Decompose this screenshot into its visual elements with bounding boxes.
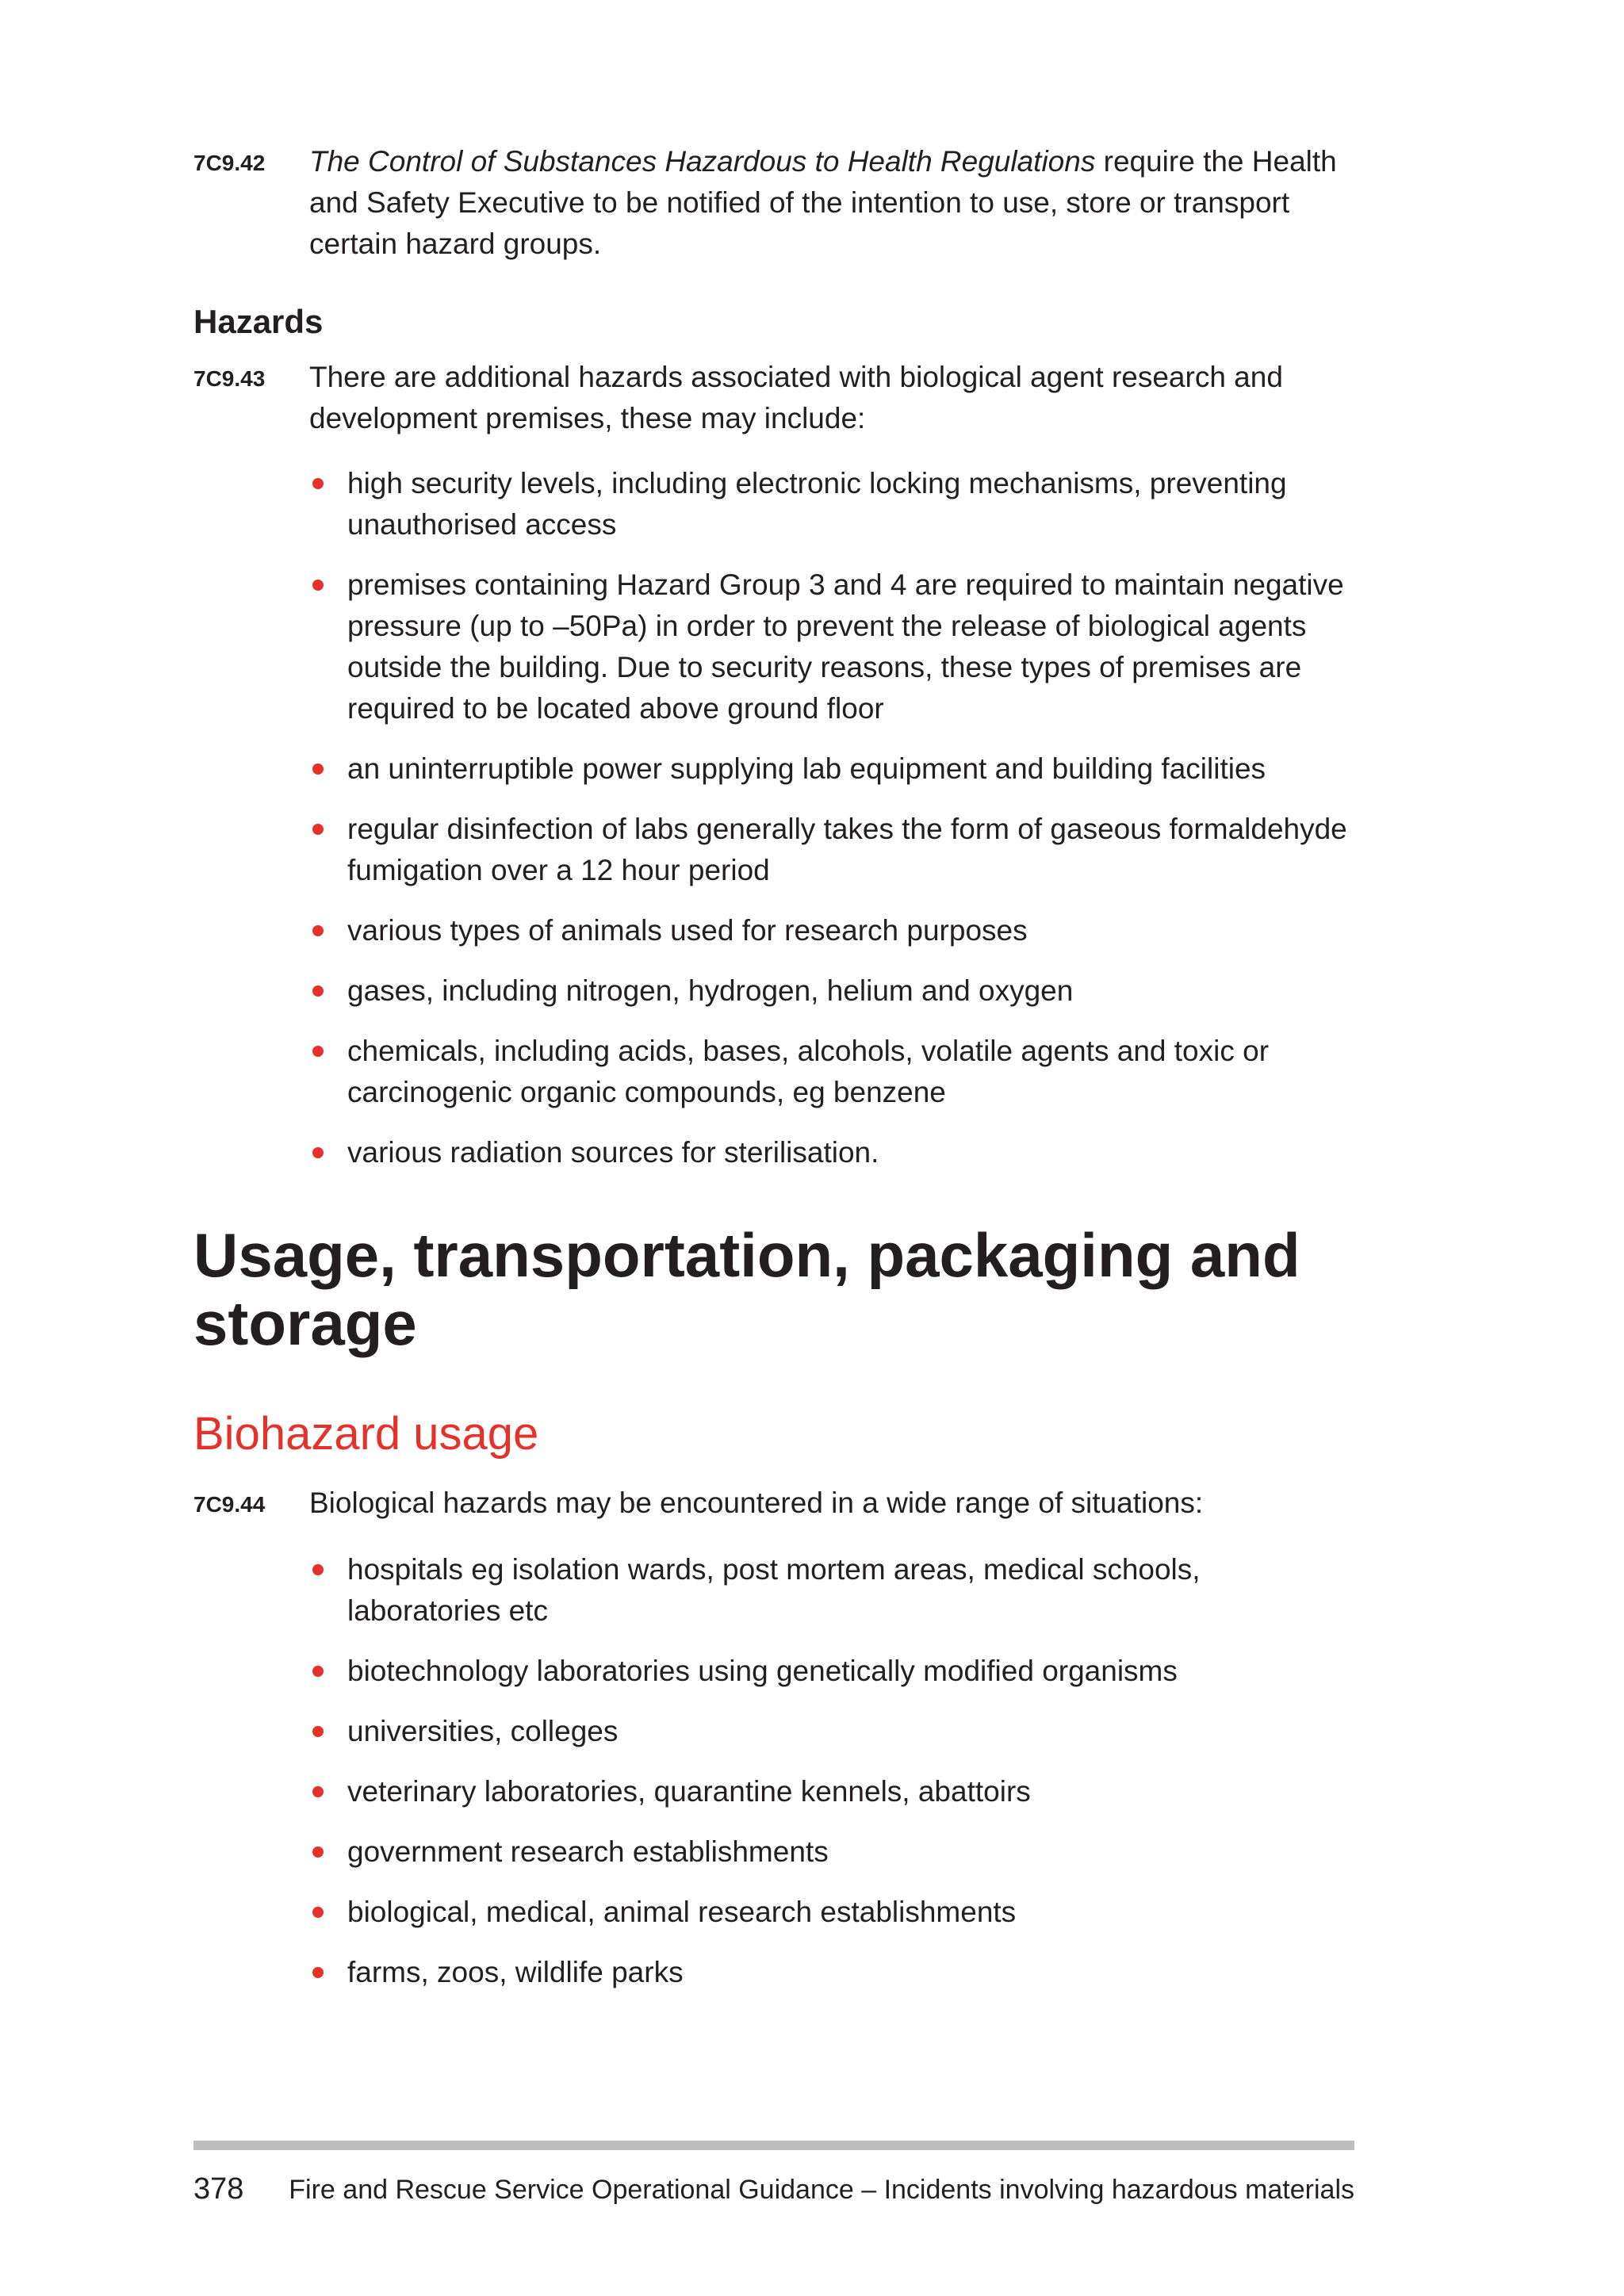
bullet-icon (312, 1726, 324, 1737)
list-item: biotechnology laboratories using genetically modified organisms (309, 1651, 1356, 1692)
document-title: Fire and Rescue Service Operational Guidance – Incidents involving hazardous materials (289, 2175, 1354, 2205)
subsection-heading: Biohazard usage (193, 1408, 539, 1460)
hazards-heading: Hazards (193, 303, 324, 340)
list-item: an uninterruptible power supplying lab equipment and building facilities (309, 748, 1356, 790)
paragraph-number: 7C9.44 (193, 1492, 266, 1517)
list-item: various types of animals used for research purposes (309, 910, 1356, 951)
regulation-title: The Control of Substances Hazardous to Health Regulations (309, 145, 1096, 178)
paragraph-text: There are additional hazards associated with biological agent research and development premises, these may include: (309, 361, 1283, 434)
paragraph-7c9-44 (193, 1483, 1354, 1525)
bullet-icon (312, 1907, 324, 1918)
list-item: gases, including nitrogen, hydrogen, helium and oxygen (309, 970, 1356, 1012)
bullet-icon (312, 985, 324, 997)
list-item: farms, zoos, wildlife parks (309, 1952, 1356, 1993)
footer-divider (193, 2141, 1354, 2150)
list-item: regular disinfection of labs generally takes the form of gaseous formaldehyde fumigation over a 12 hour period (309, 809, 1356, 891)
list-item: universities, colleges (309, 1711, 1356, 1752)
bullet-icon (312, 1666, 324, 1677)
bullet-icon (312, 1046, 324, 1057)
paragraph-number: 7C9.42 (193, 151, 266, 175)
page-content (193, 141, 1354, 2012)
situations-list (309, 1549, 1356, 1993)
list-item: veterinary laboratories, quarantine kennels, abattoirs (309, 1771, 1356, 1812)
bullet-icon (312, 925, 324, 936)
list-item: various radiation sources for sterilisation. (309, 1132, 1356, 1173)
paragraph-text: Biological hazards may be encountered in a wide range of situations: (309, 1487, 1204, 1519)
paragraph-7c9-42 (193, 141, 1354, 265)
paragraph-text (309, 141, 1348, 265)
page-number: 378 (193, 2172, 244, 2206)
bullet-icon (312, 1846, 324, 1858)
page-footer (193, 2172, 1354, 2206)
hazards-list (309, 463, 1356, 1173)
bullet-icon (312, 1967, 324, 1978)
bullet-icon (312, 580, 324, 591)
bullet-icon (312, 1786, 324, 1797)
list-item: chemicals, including acids, bases, alcohols, volatile agents and toxic or carcinogenic organic compounds, eg benzene (309, 1031, 1356, 1113)
paragraph-number: 7C9.43 (193, 366, 266, 391)
paragraph-7c9-43 (193, 357, 1354, 439)
list-item: biological, medical, animal research establishments (309, 1892, 1356, 1933)
list-item: high security levels, including electronic locking mechanisms, preventing unauthorised access (309, 463, 1356, 545)
bullet-icon (312, 478, 324, 489)
list-item: government research establishments (309, 1831, 1356, 1873)
list-item: hospitals eg isolation wards, post mortem areas, medical schools, laboratories etc (309, 1549, 1356, 1632)
bullet-icon (312, 763, 324, 775)
list-item: premises containing Hazard Group 3 and 4 are required to maintain negative pressure (up to –50Pa) in order to prevent the release of biological agents outside the building. Due to security reasons, these types of premises are required to be located above ground floor (309, 564, 1356, 729)
bullet-icon (312, 824, 324, 835)
bullet-icon (312, 1147, 324, 1158)
paragraph-body: require the Health and Safety Executive to be notified of the intention to use, store or transport certain hazard groups. (309, 145, 1337, 260)
bullet-icon (312, 1564, 324, 1575)
section-heading: Usage, transportation, packaging and storage (193, 1220, 1300, 1358)
